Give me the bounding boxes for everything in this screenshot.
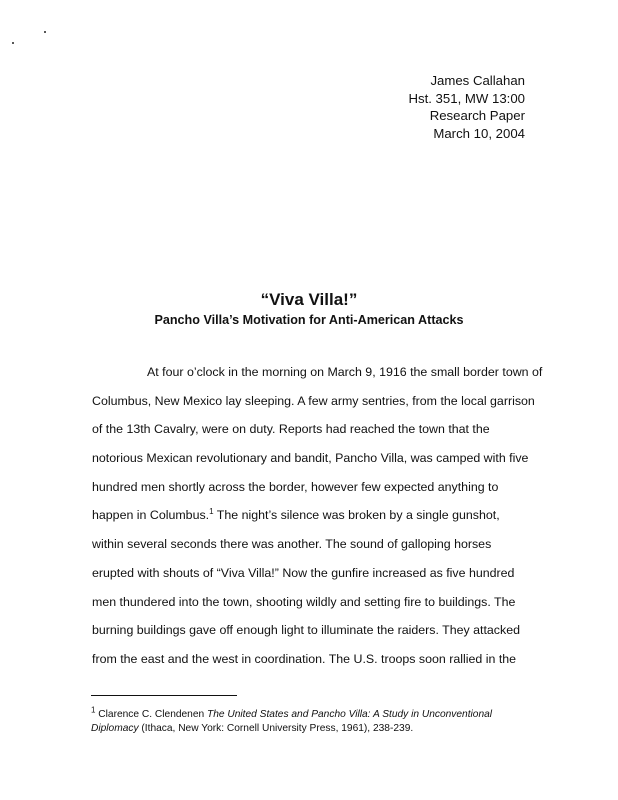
body-line-head: happen in Columbus. — [92, 508, 210, 523]
body-line: notorious Mexican revolutionary and bandit, Pancho Villa, was camped with five — [92, 451, 529, 466]
footnote — [91, 705, 531, 736]
scan-speck — [44, 31, 46, 33]
author-name: James Callahan — [430, 73, 525, 88]
paper-subtitle: Pancho Villa’s Motivation for Anti-American Attacks — [154, 313, 464, 327]
footnote-book-title-cont: Diplomacy — [91, 723, 139, 734]
body-line: within several seconds there was another. The sound of galloping horses — [92, 537, 492, 552]
body-line: erupted with shouts of “Viva Villa!” Now the gunfire increased as five hundred — [92, 565, 515, 580]
course-info: Hst. 351, MW 13:00 — [408, 90, 525, 106]
body-line-tail: The night’s silence was broken by a single gunshot, — [213, 508, 500, 523]
footnote-publication: (Ithaca, New York: Cornell University Press, 1961), 238-239. — [138, 723, 414, 734]
body-line: burning buildings gave off enough light to illuminate the raiders. They attacked — [92, 623, 520, 638]
body-paragraph — [92, 358, 543, 674]
footnote-line — [91, 705, 531, 722]
paper-title: “Viva Villa!” — [260, 290, 358, 309]
document-date: March 10, 2004 — [433, 125, 525, 141]
body-line: At four o’clock in the morning on March 9, 1916 the small border town of — [147, 365, 543, 379]
body-line: of the 13th Cavalry, were on duty. Reports had reached the town that the — [92, 422, 490, 437]
body-line: men thundered into the town, shooting wildly and setting fire to buildings. The — [92, 594, 516, 609]
body-line: from the east and the west in coordination. The U.S. troops soon rallied in the — [92, 651, 517, 666]
footnote-marker: 1 — [91, 705, 96, 715]
body-line: hundred men shortly across the border, however few expected anything to — [92, 479, 499, 494]
footnote-book-title: The United States and Pancho Villa: A Study in Unconventional — [207, 709, 493, 720]
footnote-separator — [91, 695, 237, 696]
header-block — [408, 72, 525, 142]
body-line: Columbus, New Mexico lay sleeping. A few army sentries, from the local garrison — [92, 393, 535, 408]
body-line-with-footnote — [92, 501, 532, 530]
footnote-reference[interactable]: 1 — [209, 507, 214, 517]
document-type: Research Paper — [429, 108, 525, 123]
footnote-line — [91, 722, 531, 736]
scan-speck — [12, 42, 14, 44]
footnote-author: Clarence C. Clendenen — [95, 709, 208, 720]
